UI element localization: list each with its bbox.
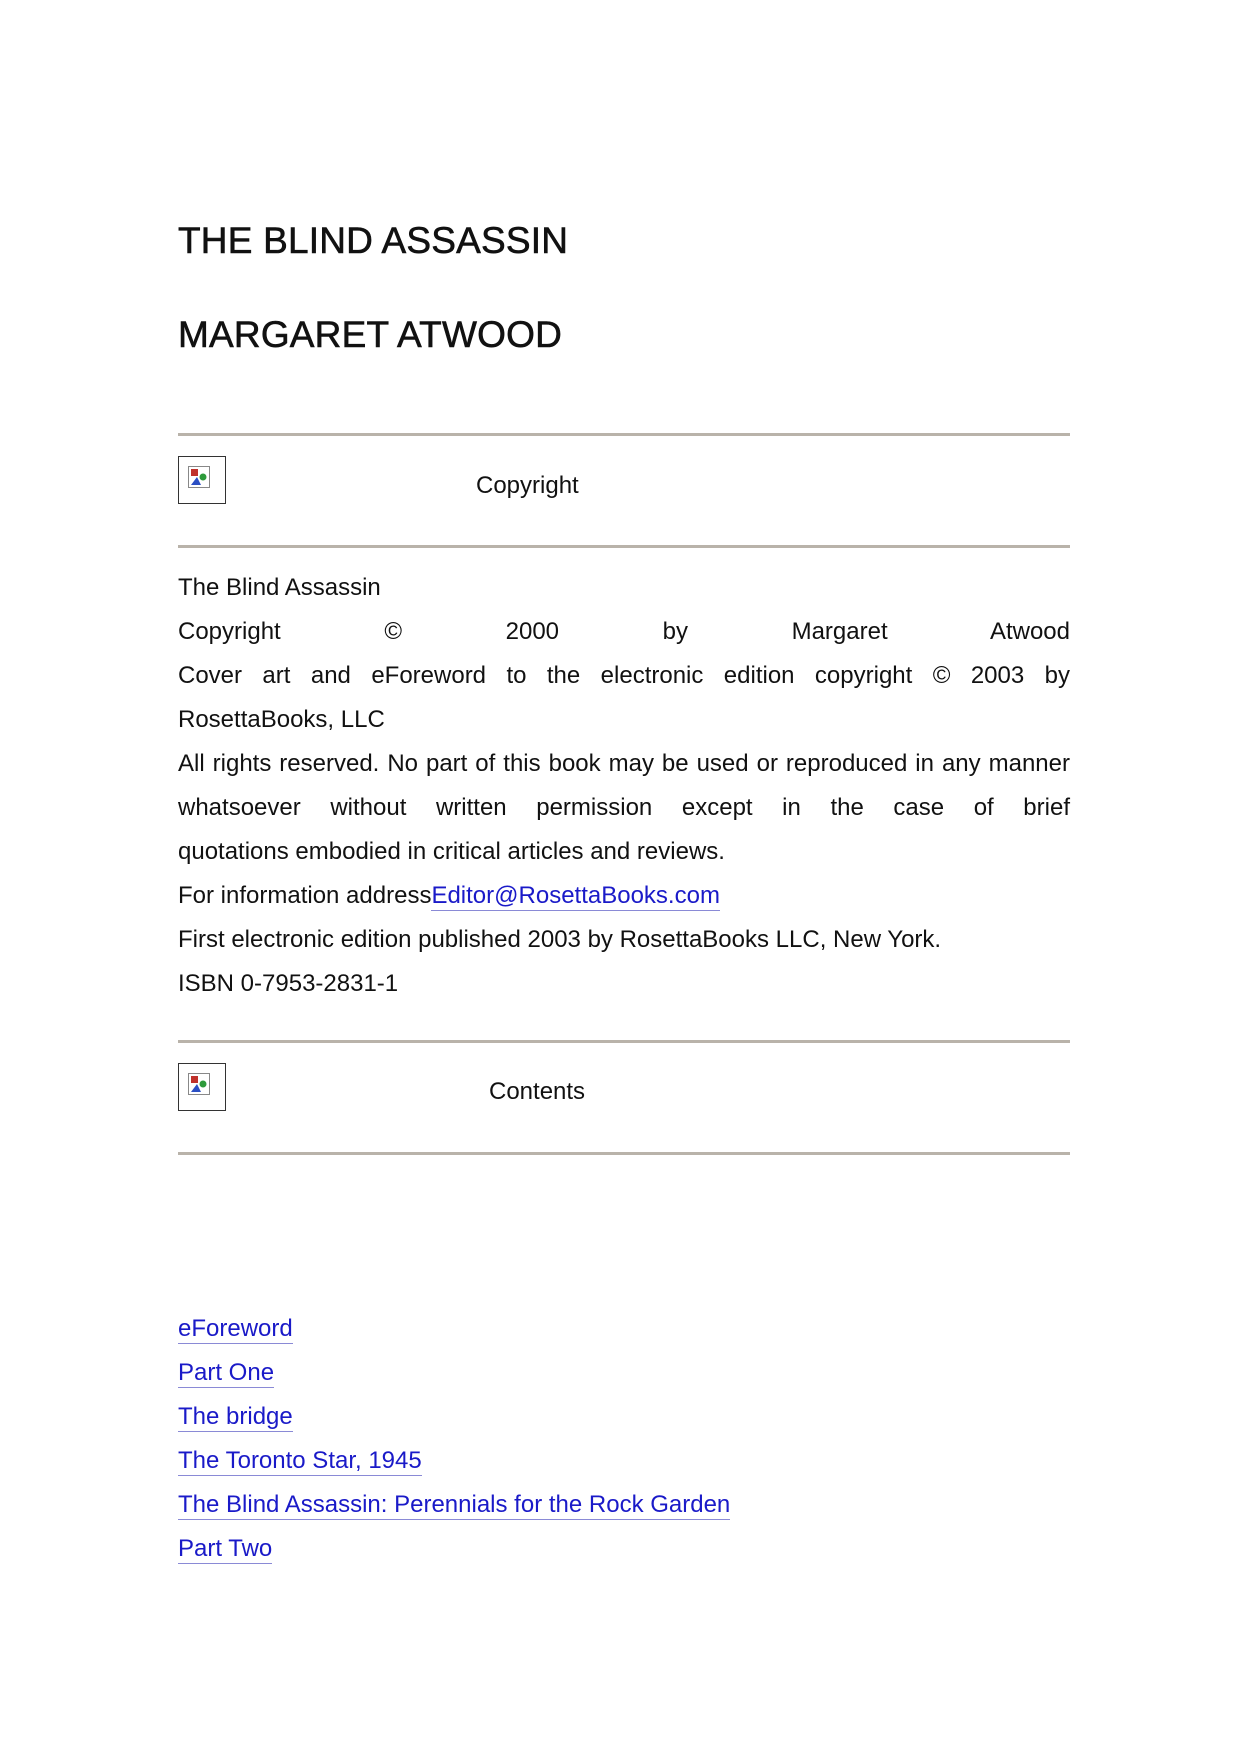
book-title: THE BLIND ASSASSIN bbox=[178, 220, 569, 261]
toc-link-part-two[interactable]: Part Two bbox=[178, 1535, 273, 1562]
copyright-book-title: The Blind Assassin bbox=[178, 574, 381, 601]
book-author: MARGARET ATWOOD bbox=[178, 314, 562, 355]
copyright-block bbox=[178, 566, 1070, 1006]
toc-link-blind-assassin-perennials[interactable]: The Blind Assassin: Perennials for the Rock Garden bbox=[178, 1491, 731, 1518]
isbn-line: ISBN 0-7953-2831-1 bbox=[178, 970, 399, 997]
email-link[interactable]: Editor@RosettaBooks.com bbox=[431, 882, 720, 909]
section-heading-contents: Contents bbox=[489, 1078, 586, 1105]
cover-art-line-end: RosettaBooks, LLC bbox=[178, 706, 385, 733]
broken-image-icon bbox=[178, 1063, 226, 1111]
toc-link-part-one[interactable]: Part One bbox=[178, 1359, 275, 1386]
rights-paragraph-end: quotations embodied in critical articles and reviews. bbox=[178, 838, 725, 865]
divider bbox=[178, 1152, 1070, 1155]
broken-image-icon bbox=[178, 456, 226, 504]
divider bbox=[178, 433, 1070, 436]
table-of-contents bbox=[178, 1307, 730, 1571]
edition-line: First electronic edition published 2003 by RosettaBooks LLC, New York. bbox=[178, 926, 942, 953]
rights-paragraph: All rights reserved. No part of this book may be used or reproduced in any manner whatsoever without written permission except in the case of brief bbox=[178, 750, 1070, 821]
section-heading-copyright: Copyright bbox=[476, 472, 579, 499]
info-address-line: For information addressEditor@RosettaBooks.com bbox=[178, 882, 720, 909]
toc-link-toronto-star[interactable]: The Toronto Star, 1945 bbox=[178, 1447, 422, 1474]
divider bbox=[178, 1040, 1070, 1043]
divider bbox=[178, 545, 1070, 548]
cover-art-line: Cover art and eForeword to the electronic edition copyright © 2003 by bbox=[178, 662, 1070, 689]
toc-link-eforeword[interactable]: eForeword bbox=[178, 1315, 293, 1342]
copyright-line: Copyright © 2000 by Margaret Atwood bbox=[178, 618, 1070, 645]
toc-link-the-bridge[interactable]: The bridge bbox=[178, 1403, 293, 1430]
